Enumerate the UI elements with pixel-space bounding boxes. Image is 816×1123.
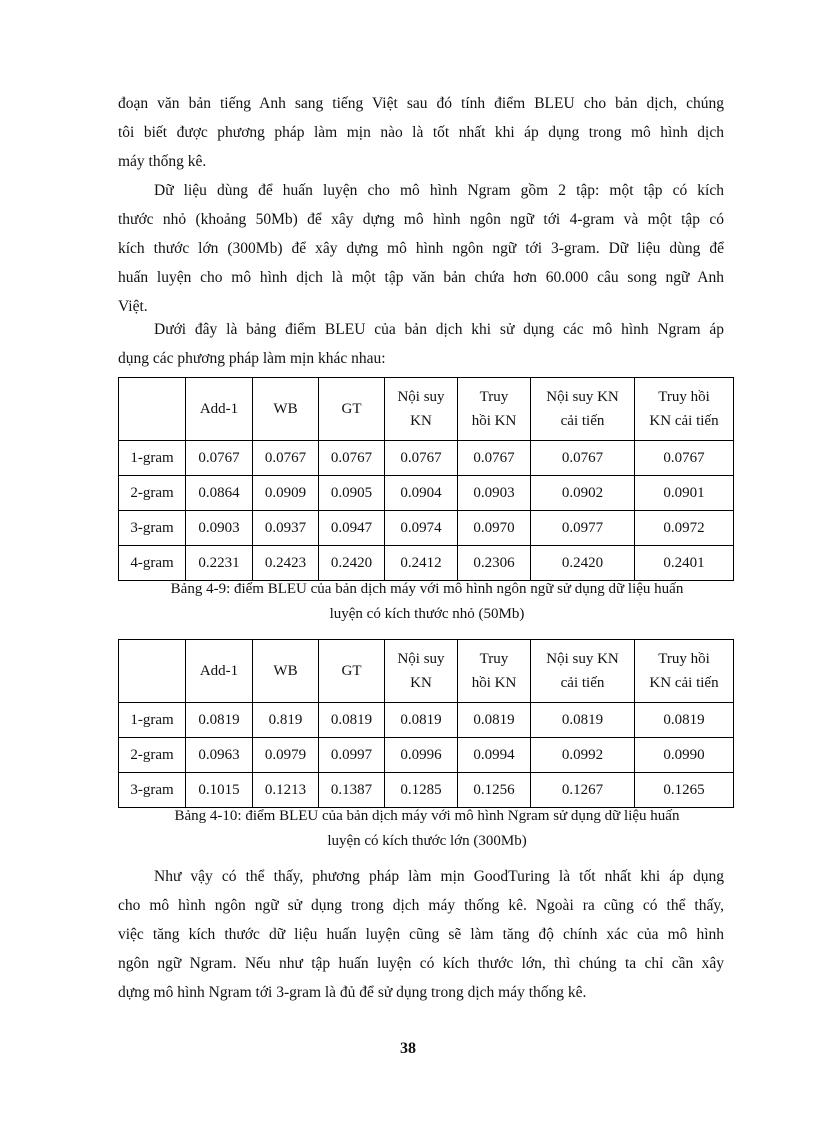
score-cell: 0.0902 — [531, 476, 635, 511]
score-cell: 0.0963 — [186, 738, 253, 773]
text-line: việc tăng kích thước dữ liệu huấn luyện cũng sẽ làm tăng độ chính xác của mô hình — [118, 926, 724, 943]
score-cell: 0.0997 — [319, 738, 385, 773]
score-cell: 0.2420 — [531, 546, 635, 581]
text-line: cho mô hình ngôn ngữ sử dụng trong dịch máy thống kê. Ngoài ra cũng có thể thấy, — [118, 897, 724, 914]
text-line: tôi biết được phương pháp làm mịn nào là tốt nhất khi áp dụng trong mô hình dịch — [118, 124, 724, 141]
score-cell: 0.0970 — [458, 511, 531, 546]
table-row — [119, 511, 734, 546]
score-cell: 0.0819 — [531, 703, 635, 738]
text-line: kích thước lớn (300Mb) để xây dựng mô hình ngôn ngữ tới 3-gram. Dữ liệu dùng để — [118, 240, 724, 257]
score-cell: 0.0909 — [253, 476, 319, 511]
header-backoff-kn: Truy hồi KN — [458, 640, 531, 703]
text-line: Như vậy có thể thấy, phương pháp làm mịn GoodTuring là tốt nhất khi áp dụng — [154, 868, 724, 885]
header-backoff-kn: Truy hồi KN — [458, 378, 531, 441]
score-cell: 0.0767 — [458, 441, 531, 476]
header-interp-kn: Nội suy KN — [385, 640, 458, 703]
row-label-cell: 3-gram — [119, 773, 186, 808]
text-line: Dữ liệu dùng để huấn luyện cho mô hình Ngram gồm 2 tập: một tập có kích — [154, 182, 724, 199]
score-cell: 0.2423 — [253, 546, 319, 581]
score-cell: 0.1015 — [186, 773, 253, 808]
score-cell: 0.0767 — [253, 441, 319, 476]
table-row — [119, 703, 734, 738]
text-line: huấn luyện cho mô hình dịch là một tập văn bản chứa hơn 60.000 câu song ngữ Anh — [118, 269, 724, 286]
score-cell: 0.0767 — [186, 441, 253, 476]
header-interp-kn-improved: Nội suy KN cải tiến — [531, 378, 635, 441]
score-cell: 0.0904 — [385, 476, 458, 511]
table-caption-large: Bảng 4-10: điểm BLEU của bản dịch máy với mô hình Ngram sử dụng dữ liệu huấn luyện có kích thước lớn (300Mb) — [174, 808, 680, 849]
header-corner-cell — [119, 640, 186, 703]
table-caption-small: Bảng 4-9: điểm BLEU của bản dịch máy với mô hình ngôn ngữ sử dụng dữ liệu huấn luyện có kích thước nhỏ (50Mb) — [170, 581, 684, 622]
score-cell: 0.1285 — [385, 773, 458, 808]
score-cell: 0.1256 — [458, 773, 531, 808]
score-cell: 0.2412 — [385, 546, 458, 581]
table-row — [119, 476, 734, 511]
score-cell: 0.2420 — [319, 546, 385, 581]
table-row — [119, 546, 734, 581]
score-cell: 0.0864 — [186, 476, 253, 511]
score-cell: 0.0901 — [635, 476, 734, 511]
header-interp-kn: Nội suy KN — [385, 378, 458, 441]
score-cell: 0.0903 — [458, 476, 531, 511]
text-line: dụng các phương pháp làm mịn khác nhau: — [118, 350, 386, 367]
table-row — [119, 441, 734, 476]
score-cell: 0.0974 — [385, 511, 458, 546]
bleu-table-small — [118, 377, 734, 581]
score-cell: 0.0819 — [385, 703, 458, 738]
row-label-cell: 1-gram — [119, 703, 186, 738]
score-cell: 0.0819 — [319, 703, 385, 738]
header-backoff-kn-improved: Truy hồi KN cải tiến — [635, 378, 734, 441]
score-cell: 0.0819 — [458, 703, 531, 738]
paragraph-table-intro — [118, 315, 724, 373]
score-cell: 0.0819 — [186, 703, 253, 738]
table-row — [119, 773, 734, 808]
bleu-table-large — [118, 639, 734, 808]
score-cell: 0.1213 — [253, 773, 319, 808]
score-cell: 0.0972 — [635, 511, 734, 546]
text-line: Dưới đây là bảng điểm BLEU của bản dịch khi sử dụng các mô hình Ngram áp — [154, 321, 724, 338]
header-wb: WB — [253, 378, 319, 441]
text-line: máy thống kê. — [118, 153, 207, 170]
paragraph-training-data — [118, 176, 724, 321]
score-cell: 0.0996 — [385, 738, 458, 773]
score-cell: 0.1267 — [531, 773, 635, 808]
score-cell: 0.1387 — [319, 773, 385, 808]
score-cell: 0.0990 — [635, 738, 734, 773]
header-wb: WB — [253, 640, 319, 703]
score-cell: 0.0767 — [531, 441, 635, 476]
table-row — [119, 738, 734, 773]
header-add1: Add-1 — [186, 640, 253, 703]
score-cell: 0.0992 — [531, 738, 635, 773]
score-cell: 0.1265 — [635, 773, 734, 808]
header-add1: Add-1 — [186, 378, 253, 441]
score-cell: 0.0903 — [186, 511, 253, 546]
score-cell: 0.2231 — [186, 546, 253, 581]
score-cell: 0.0977 — [531, 511, 635, 546]
text-line: ngôn ngữ Ngram. Nếu như tập huấn luyện có kích thước lớn, thì chúng ta chỉ cần xây — [118, 955, 724, 972]
row-label-cell: 1-gram — [119, 441, 186, 476]
score-cell: 0.0947 — [319, 511, 385, 546]
text-line: đoạn văn bản tiếng Anh sang tiếng Việt sau đó tính điểm BLEU cho bản dịch, chúng — [118, 95, 724, 112]
header-corner-cell — [119, 378, 186, 441]
text-line: Việt. — [118, 298, 148, 315]
row-label-cell: 2-gram — [119, 738, 186, 773]
text-line: dựng mô hình Ngram tới 3-gram là đủ để sử dụng trong dịch máy thống kê. — [118, 984, 587, 1001]
header-gt: GT — [319, 378, 385, 441]
row-label-cell: 2-gram — [119, 476, 186, 511]
page-number: 38 — [400, 1040, 416, 1057]
score-cell: 0.0819 — [635, 703, 734, 738]
paragraph-conclusion — [118, 862, 724, 1007]
score-cell: 0.0767 — [385, 441, 458, 476]
score-cell: 0.0994 — [458, 738, 531, 773]
score-cell: 0.0937 — [253, 511, 319, 546]
header-backoff-kn-improved: Truy hồi KN cải tiến — [635, 640, 734, 703]
score-cell: 0.2401 — [635, 546, 734, 581]
header-gt: GT — [319, 640, 385, 703]
score-cell: 0.0905 — [319, 476, 385, 511]
header-interp-kn-improved: Nội suy KN cải tiến — [531, 640, 635, 703]
score-cell: 0.0979 — [253, 738, 319, 773]
row-label-cell: 3-gram — [119, 511, 186, 546]
score-cell: 0.0767 — [635, 441, 734, 476]
score-cell: 0.2306 — [458, 546, 531, 581]
paragraph-intro — [118, 89, 724, 176]
score-cell: 0.819 — [253, 703, 319, 738]
text-line: thước nhỏ (khoảng 50Mb) để xây dựng mô hình ngôn ngữ tới 4-gram và một tập có — [118, 211, 724, 228]
row-label-cell: 4-gram — [119, 546, 186, 581]
score-cell: 0.0767 — [319, 441, 385, 476]
